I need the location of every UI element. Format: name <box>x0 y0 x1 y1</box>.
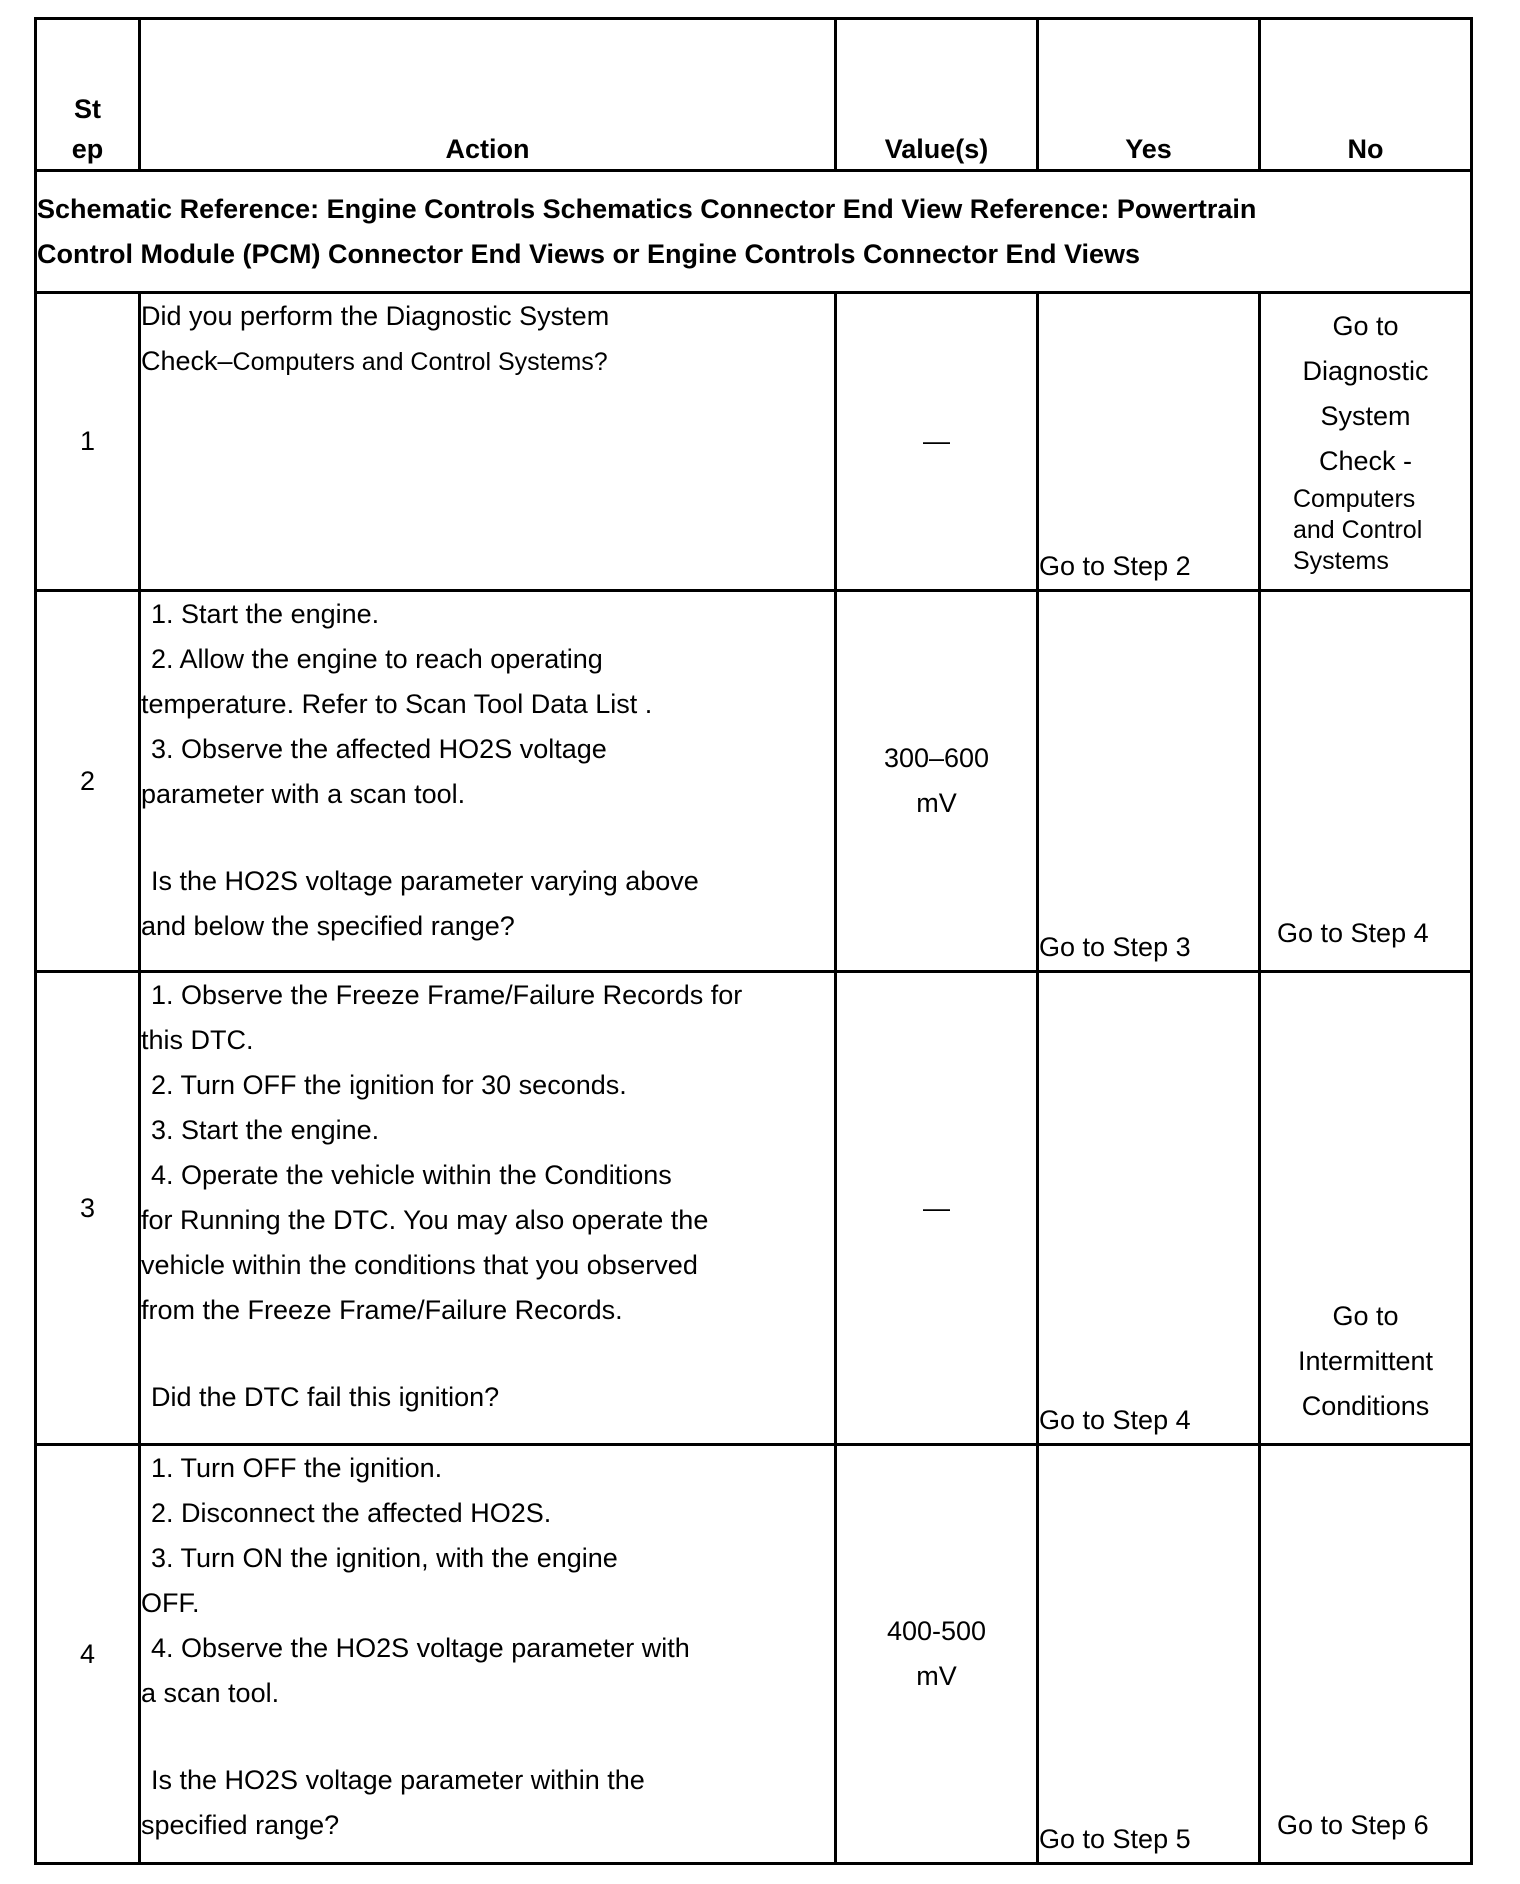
action-line: temperature. Refer to Scan Tool Data List . <box>141 689 653 719</box>
spacer <box>141 817 834 859</box>
action-line: 3. Observe the affected HO2S voltage <box>151 734 607 764</box>
value-line: mV <box>916 788 957 818</box>
question-line: Did the DTC fail this ignition? <box>151 1382 500 1412</box>
header-step-line-1: St <box>74 94 101 124</box>
value-cell: — <box>836 972 1038 1445</box>
schematic-reference <box>36 171 1472 293</box>
step-number: 3 <box>36 972 140 1445</box>
question-line: Is the HO2S voltage parameter within the <box>151 1765 645 1795</box>
value-line: mV <box>916 1661 957 1691</box>
action-line: 1. Observe the Freeze Frame/Failure Records for <box>151 980 743 1010</box>
no-stack <box>1261 484 1470 589</box>
spacer <box>141 1716 834 1758</box>
action-line: OFF. <box>141 1588 200 1618</box>
header-step-line-2: ep <box>71 134 104 164</box>
action-line: 3. Start the engine. <box>151 1115 380 1145</box>
reference-row <box>36 171 1472 293</box>
spacer <box>141 1333 834 1375</box>
value-cell <box>836 1445 1038 1864</box>
no-cell: Go to Step 4 <box>1260 591 1472 972</box>
action-line: this DTC. <box>141 1025 254 1055</box>
no-line: Go to <box>1332 1301 1399 1331</box>
action-line: 1. Start the engine. <box>151 599 380 629</box>
no-line: System <box>1320 401 1411 431</box>
header-no: No <box>1260 19 1472 171</box>
table-row <box>36 972 1472 1445</box>
diagnostic-table <box>34 17 1473 1865</box>
action-cell <box>140 591 836 972</box>
header-yes: Yes <box>1038 19 1260 171</box>
table-row <box>36 293 1472 591</box>
action-fragment: Check– <box>141 346 233 376</box>
no-cell <box>1260 293 1472 591</box>
action-line: a scan tool. <box>141 1678 280 1708</box>
action-line: 2. Allow the engine to reach operating <box>151 644 603 674</box>
no-line: Computers <box>1293 485 1416 513</box>
value-cell <box>836 591 1038 972</box>
action-cell <box>140 293 836 591</box>
step-number: 2 <box>36 591 140 972</box>
header-step <box>36 19 140 171</box>
action-line <box>141 339 834 385</box>
no-line: Go to <box>1332 311 1399 341</box>
no-line: and Control <box>1293 516 1423 544</box>
action-line: parameter with a scan tool. <box>141 779 466 809</box>
no-line: Intermittent <box>1297 1346 1434 1376</box>
reference-line-1: Schematic Reference: Engine Controls Schematics Connector End View Reference: Powertrain <box>37 193 1257 224</box>
no-cell: Go to Step 6 <box>1260 1445 1472 1864</box>
no-line: Conditions <box>1301 1391 1430 1421</box>
yes-cell: Go to Step 5 <box>1038 1445 1260 1864</box>
action-line: for Running the DTC. You may also operate the <box>141 1205 709 1235</box>
action-line: 1. Turn OFF the ignition. <box>151 1453 443 1483</box>
no-line: Diagnostic <box>1302 356 1429 386</box>
action-line: 2. Turn OFF the ignition for 30 seconds. <box>151 1070 627 1100</box>
action-cell <box>140 972 836 1445</box>
step-number: 1 <box>36 293 140 591</box>
action-line: 2. Disconnect the affected HO2S. <box>151 1498 552 1528</box>
value-line: 300–600 <box>883 743 990 773</box>
question-line: specified range? <box>141 1810 340 1840</box>
action-fragment: Computers and Control Systems? <box>232 348 608 376</box>
header-action: Action <box>140 19 836 171</box>
reference-line-2: Control Module (PCM) Connector End Views or Engine Controls Connector End Views <box>37 238 1141 269</box>
value-line: 400-500 <box>886 1616 987 1646</box>
step-number: 4 <box>36 1445 140 1864</box>
action-line: from the Freeze Frame/Failure Records. <box>141 1295 623 1325</box>
yes-cell: Go to Step 4 <box>1038 972 1260 1445</box>
table-row <box>36 1445 1472 1864</box>
action-line: Did you perform the Diagnostic System <box>141 301 610 331</box>
action-line: 4. Operate the vehicle within the Conditions <box>151 1160 672 1190</box>
no-line: Systems <box>1293 547 1389 575</box>
action-line: 4. Observe the HO2S voltage parameter with <box>151 1633 690 1663</box>
action-line: vehicle within the conditions that you observed <box>141 1250 698 1280</box>
no-cell <box>1260 972 1472 1445</box>
table-row <box>36 591 1472 972</box>
no-line: Check - <box>1318 446 1413 476</box>
question-line: Is the HO2S voltage parameter varying above <box>151 866 699 896</box>
header-row <box>36 19 1472 171</box>
action-cell <box>140 1445 836 1864</box>
header-values: Value(s) <box>836 19 1038 171</box>
yes-cell: Go to Step 2 <box>1038 293 1260 591</box>
question-line: and below the specified range? <box>141 911 515 941</box>
action-line: 3. Turn ON the ignition, with the engine <box>151 1543 618 1573</box>
value-cell: — <box>836 293 1038 591</box>
yes-cell: Go to Step 3 <box>1038 591 1260 972</box>
